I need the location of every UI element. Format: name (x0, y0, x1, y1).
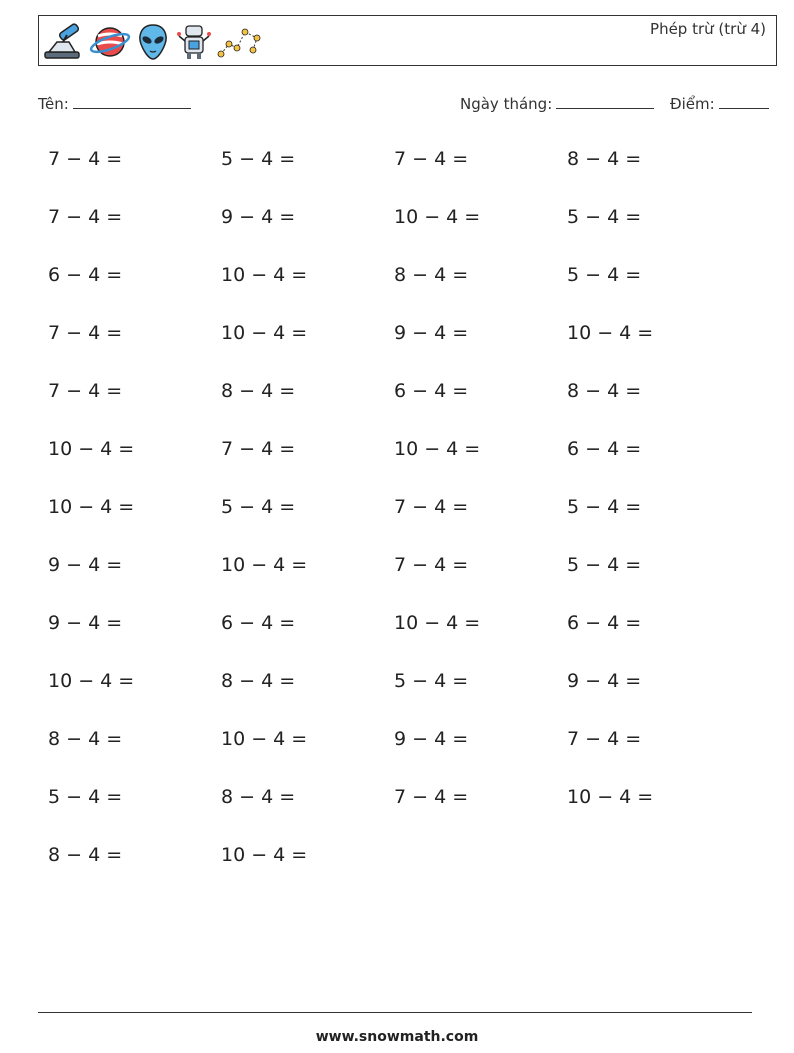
problem-5-3: 6 − 4 = (394, 380, 469, 402)
problem-12-1: 5 − 4 = (48, 786, 123, 808)
student-fields (38, 94, 770, 116)
problem-11-4: 7 − 4 = (567, 728, 642, 750)
problem-5-1: 7 − 4 = (48, 380, 123, 402)
problem-9-1: 9 − 4 = (48, 612, 123, 634)
problem-8-1: 9 − 4 = (48, 554, 123, 576)
date-field[interactable] (460, 94, 654, 113)
constellation-icon (217, 22, 263, 62)
problem-1-4: 8 − 4 = (567, 148, 642, 170)
problem-5-2: 8 − 4 = (221, 380, 296, 402)
problem-12-2: 8 − 4 = (221, 786, 296, 808)
worksheet-title: Phép trừ (trừ 4) (650, 20, 766, 38)
problem-8-3: 7 − 4 = (394, 554, 469, 576)
problem-2-1: 7 − 4 = (48, 206, 123, 228)
problem-13-1: 8 − 4 = (48, 844, 123, 866)
problem-11-1: 8 − 4 = (48, 728, 123, 750)
problem-1-3: 7 − 4 = (394, 148, 469, 170)
problem-5-4: 8 − 4 = (567, 380, 642, 402)
header-icons (41, 20, 263, 64)
problem-9-2: 6 − 4 = (221, 612, 296, 634)
problem-9-4: 6 − 4 = (567, 612, 642, 634)
problem-12-3: 7 − 4 = (394, 786, 469, 808)
problem-10-1: 10 − 4 = (48, 670, 135, 692)
problem-8-4: 5 − 4 = (567, 554, 642, 576)
problem-10-3: 5 − 4 = (394, 670, 469, 692)
problem-10-2: 8 − 4 = (221, 670, 296, 692)
problem-2-2: 9 − 4 = (221, 206, 296, 228)
problem-3-4: 5 − 4 = (567, 264, 642, 286)
problem-1-2: 5 − 4 = (221, 148, 296, 170)
problem-4-4: 10 − 4 = (567, 322, 654, 344)
problem-2-4: 5 − 4 = (567, 206, 642, 228)
problem-4-1: 7 − 4 = (48, 322, 123, 344)
problem-9-3: 10 − 4 = (394, 612, 481, 634)
score-label: Điểm: (670, 95, 715, 113)
problem-6-1: 10 − 4 = (48, 438, 135, 460)
telescope-icon (41, 22, 85, 62)
robot-icon (175, 22, 213, 62)
problem-7-1: 10 − 4 = (48, 496, 135, 518)
name-field[interactable] (38, 94, 191, 113)
name-label: Tên: (38, 95, 69, 113)
date-label: Ngày tháng: (460, 95, 553, 113)
problem-7-3: 7 − 4 = (394, 496, 469, 518)
problem-3-2: 10 − 4 = (221, 264, 308, 286)
problem-11-3: 9 − 4 = (394, 728, 469, 750)
footer-divider (38, 1012, 752, 1013)
worksheet-header (38, 15, 777, 66)
footer-url: www.snowmath.com (315, 1029, 479, 1045)
score-field[interactable] (670, 94, 769, 113)
planet-icon (89, 22, 131, 62)
problem-4-3: 9 − 4 = (394, 322, 469, 344)
problem-6-2: 7 − 4 = (221, 438, 296, 460)
problem-7-2: 5 − 4 = (221, 496, 296, 518)
alien-icon (135, 22, 171, 62)
problem-12-4: 10 − 4 = (567, 786, 654, 808)
problem-3-1: 6 − 4 = (48, 264, 123, 286)
problem-7-4: 5 − 4 = (567, 496, 642, 518)
problem-6-3: 10 − 4 = (394, 438, 481, 460)
problem-6-4: 6 − 4 = (567, 438, 642, 460)
date-line[interactable] (556, 94, 654, 109)
problem-2-3: 10 − 4 = (394, 206, 481, 228)
name-line[interactable] (73, 94, 191, 109)
score-line[interactable] (719, 94, 769, 109)
problem-11-2: 10 − 4 = (221, 728, 308, 750)
problem-3-3: 8 − 4 = (394, 264, 469, 286)
problem-4-2: 10 − 4 = (221, 322, 308, 344)
problem-13-2: 10 − 4 = (221, 844, 308, 866)
problem-10-4: 9 − 4 = (567, 670, 642, 692)
problem-1-1: 7 − 4 = (48, 148, 123, 170)
problem-8-2: 10 − 4 = (221, 554, 308, 576)
